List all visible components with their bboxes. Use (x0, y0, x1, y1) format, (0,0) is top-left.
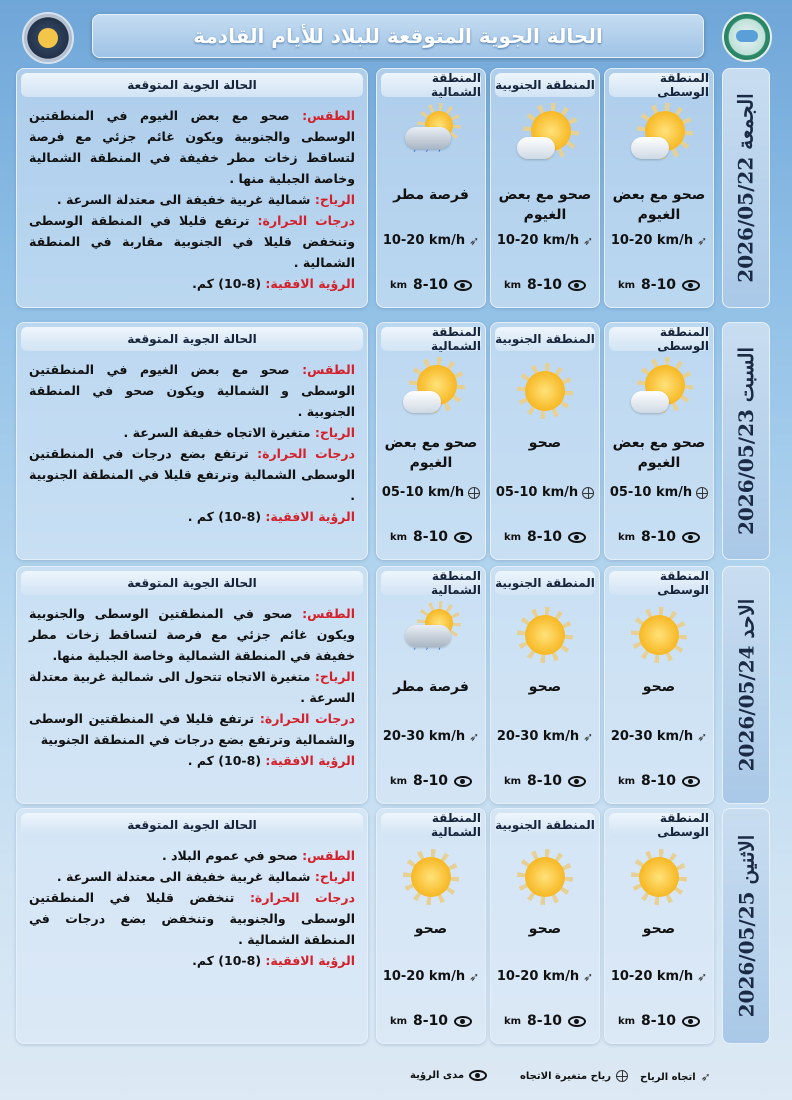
visibility-label: الرؤية الافقية: (265, 509, 355, 524)
visibility-value: 8-10 (413, 529, 449, 545)
region-name: المنطقة الشمالية (381, 73, 481, 97)
region-card-north (376, 322, 486, 560)
day-date: السبت 2026/05/23 (734, 346, 759, 536)
eye-icon (568, 1016, 586, 1027)
weather-label: الطقس: (302, 606, 355, 621)
eye-icon (454, 280, 472, 291)
weather-label: الطقس: (302, 362, 355, 377)
wind-text: متغيرة الاتجاه خفيفة السرعة . (123, 425, 311, 440)
region-card-middle (604, 68, 714, 308)
visibility-value: 8-10 (641, 773, 677, 789)
visibility-range (377, 277, 485, 293)
eye-icon (682, 532, 700, 543)
visibility-range (605, 773, 713, 789)
wind-line (29, 666, 355, 708)
temp-label: درجات الحرارة: (257, 213, 355, 228)
day-date-bar (722, 68, 770, 308)
wind-label: الرياح: (314, 669, 355, 684)
forecast-card-title: الحالة الجوية المتوقعة (21, 571, 363, 595)
visibility-range (605, 1013, 713, 1029)
temp-label: درجات الحرارة: (249, 890, 355, 905)
visibility-unit: km (503, 1015, 522, 1027)
visibility-line (29, 273, 355, 294)
weather-line (29, 845, 355, 866)
visibility-unit: km (503, 531, 522, 543)
variable-wind-icon (696, 487, 708, 499)
forecast-description-card (16, 68, 368, 308)
eye-icon (682, 1016, 700, 1027)
region-name: المنطقة الوسطى (609, 73, 709, 97)
sun-icon (399, 849, 463, 905)
temp-text: ترتفع قليلا في المنطقتين الوسطى والشمالية وترتفع بضع درجات في المنطقة الجنوبية (29, 711, 355, 747)
region-card-middle (604, 808, 714, 1044)
weather-text: صحو مع بعض الغيوم في المنطقتين الوسطى والجنوبية ويكون غائم جزئي مع فرصة لتساقط زخات مطر خفيفة في المنطقة الشمالية وخاصة الجبلية منها . (29, 108, 355, 186)
wind-value: 10-20 km/h (496, 969, 580, 984)
meteorology-logo (22, 12, 74, 64)
temp-text: ترتفع قليلا في المنطقة الوسطى وتنخفض قليلا في الجنوبية مقاربة في المنطقة الشمالية . (29, 213, 355, 270)
region-name: المنطقة الجنوبية (495, 327, 595, 351)
wind-direction-arrow-icon: ➶ (583, 969, 594, 984)
wind-speed (605, 969, 713, 984)
weather-text: صحو في عموم البلاد . (161, 848, 298, 863)
forecast-card-title: الحالة الجوية المتوقعة (21, 327, 363, 351)
variable-wind-icon (582, 487, 594, 499)
eye-icon (454, 532, 472, 543)
forecast-text (29, 105, 355, 294)
temp-line (29, 887, 355, 950)
wind-value: 10-20 km/h (610, 969, 694, 984)
sun-cloud-icon (627, 109, 691, 165)
weather-line (29, 603, 355, 666)
forecast-text (29, 359, 355, 527)
visibility-unit: km (617, 1015, 636, 1027)
visibility-text: (8-10) كم . (187, 753, 262, 768)
wind-speed (491, 729, 599, 744)
weather-text: صحو مع بعض الغيوم في المنطقتين الوسطى و الشمالية ويكون صحو في المنطقة الجنوبية . (29, 362, 355, 419)
wind-direction-arrow-icon: ➶ (697, 969, 708, 984)
condition-text: صحو (528, 435, 562, 451)
region-name: المنطقة الشمالية (381, 327, 481, 351)
region-card-south (490, 808, 600, 1044)
weather-text: صحو في المنطقتين الوسطى والجنوبية ويكون غائم جزئي مع فرصة لتساقط زخات مطر خفيفة في المنطقة الشمالية وخاصة الجبلية منها. (29, 606, 355, 663)
forecast-description-card (16, 566, 368, 804)
temp-line (29, 443, 355, 506)
page-title-bar (92, 14, 704, 58)
sun-icon (513, 849, 577, 905)
forecast-description-card (16, 808, 368, 1044)
forecast-card-title: الحالة الجوية المتوقعة (21, 73, 363, 97)
region-name: المنطقة الشمالية (381, 813, 481, 837)
visibility-value: 8-10 (527, 1013, 563, 1029)
wind-line (29, 189, 355, 210)
sun-cloud-icon (513, 109, 577, 165)
region-name: المنطقة الوسطى (609, 327, 709, 351)
visibility-unit: km (389, 531, 408, 543)
visibility-line (29, 950, 355, 971)
forecast-description-card (16, 322, 368, 560)
visibility-value: 8-10 (641, 277, 677, 293)
eye-icon (568, 280, 586, 291)
temp-text: تنخفض قليلا في المنطقتين الوسطى والجنوبية وتنخفض بضع درجات في المنطقة الشمالية . (29, 890, 355, 947)
wind-label: الرياح: (314, 192, 355, 207)
wind-direction-arrow-icon: ➶ (700, 1070, 711, 1084)
condition-text: فرصة مطر (393, 679, 469, 695)
condition-text: صحو (528, 921, 562, 937)
condition-text: صحو (642, 679, 676, 695)
eye-icon (469, 1070, 487, 1081)
temp-text: ترتفع بضع درجات في المنطقتين الوسطى الشمالية وترتفع قليلا في المنطقة الجنوبية . (29, 446, 355, 503)
variable-wind-icon (468, 487, 480, 499)
visibility-range (377, 773, 485, 789)
visibility-value: 8-10 (413, 277, 449, 293)
condition-text: صحو مع بعض الغيوم (612, 435, 706, 471)
visibility-value: 8-10 (527, 773, 563, 789)
region-card-middle (604, 322, 714, 560)
day-date-bar (722, 808, 770, 1044)
visibility-line (29, 506, 355, 527)
region-card-north (376, 808, 486, 1044)
wind-speed (377, 233, 485, 248)
visibility-unit: km (389, 1015, 408, 1027)
wind-speed (491, 485, 599, 500)
visibility-line (29, 750, 355, 771)
wind-speed (491, 233, 599, 248)
forecast-card-title: الحالة الجوية المتوقعة (21, 813, 363, 837)
wind-line (29, 422, 355, 443)
rain-cloud-icon: ʼ ʼ ʼ (399, 607, 463, 663)
visibility-text: (8-10) كم . (187, 509, 262, 524)
wind-text: شمالية غربية خفيفة الى معتدلة السرعة . (56, 869, 311, 884)
region-name: المنطقة الوسطى (609, 813, 709, 837)
visibility-unit: km (389, 279, 408, 291)
wind-direction-arrow-icon: ➶ (469, 729, 480, 744)
visibility-value: 8-10 (527, 529, 563, 545)
condition-text: صحو مع بعض الغيوم (498, 187, 592, 223)
wind-value: 05-10 km/h (609, 485, 693, 500)
day-date: الاحد 2026/05/24 (734, 598, 759, 772)
temp-line (29, 708, 355, 750)
visibility-label: الرؤية الافقية: (265, 276, 355, 291)
wind-value: 10-20 km/h (382, 233, 466, 248)
wind-value: 20-30 km/h (610, 729, 694, 744)
visibility-unit: km (617, 531, 636, 543)
wind-direction-arrow-icon: ➶ (697, 729, 708, 744)
wind-direction-arrow-icon: ➶ (697, 233, 708, 248)
wind-text: شمالية غربية خفيفة الى معتدلة السرعة . (56, 192, 311, 207)
condition-text: صحو (528, 679, 562, 695)
sun-emblem-icon (38, 28, 58, 48)
wind-line (29, 866, 355, 887)
forecast-text (29, 603, 355, 771)
condition-text: صحو مع بعض الغيوم (612, 187, 706, 223)
visibility-label: الرؤية الافقية: (265, 753, 355, 768)
cloud-emblem-icon (736, 30, 758, 42)
weather-label: الطقس: (302, 108, 355, 123)
day-date-bar (722, 322, 770, 560)
eye-icon (568, 532, 586, 543)
wind-speed (377, 485, 485, 500)
wind-direction-arrow-icon: ➶ (583, 233, 594, 248)
wind-speed (605, 233, 713, 248)
visibility-range (377, 1013, 485, 1029)
condition-text: صحو مع بعض الغيوم (384, 435, 478, 471)
region-name: المنطقة الجنوبية (495, 571, 595, 595)
wind-value: 10-20 km/h (496, 233, 580, 248)
eye-icon (682, 776, 700, 787)
region-card-north (376, 566, 486, 804)
visibility-range (605, 277, 713, 293)
wind-value: 10-20 km/h (610, 233, 694, 248)
region-name: المنطقة الوسطى (609, 571, 709, 595)
weather-line (29, 105, 355, 189)
sun-cloud-icon (399, 363, 463, 419)
page-title: الحالة الجوية المتوقعة للبلاد للأيام القادمة (193, 24, 603, 48)
ministry-logo (722, 12, 772, 62)
eye-icon (454, 776, 472, 787)
condition-text: صحو (414, 921, 448, 937)
region-name: المنطقة الجنوبية (495, 73, 595, 97)
visibility-range (605, 529, 713, 545)
visibility-range (491, 1013, 599, 1029)
temp-label: درجات الحرارة: (257, 446, 355, 461)
wind-value: 10-20 km/h (382, 969, 466, 984)
wind-direction-arrow-icon: ➶ (469, 233, 480, 248)
visibility-unit: km (617, 775, 636, 787)
visibility-label: الرؤية الافقية: (265, 953, 355, 968)
wind-speed (605, 485, 713, 500)
temp-line (29, 210, 355, 273)
wind-value: 20-30 km/h (382, 729, 466, 744)
weather-line (29, 359, 355, 422)
wind-speed (491, 969, 599, 984)
visibility-unit: km (503, 775, 522, 787)
visibility-unit: km (617, 279, 636, 291)
wind-value: 05-10 km/h (495, 485, 579, 500)
legend-label: اتجاه الرياح (640, 1071, 696, 1083)
visibility-range (491, 277, 599, 293)
eye-icon (454, 1016, 472, 1027)
sun-icon (513, 607, 577, 663)
day-date: الجمعة 2026/05/22 (734, 93, 758, 283)
region-card-south (490, 566, 600, 804)
visibility-unit: km (503, 279, 522, 291)
sun-icon (627, 607, 691, 663)
wind-speed (605, 729, 713, 744)
legend-label: رياح متغيرة الاتجاه (520, 1070, 612, 1082)
region-card-south (490, 322, 600, 560)
wind-speed (377, 729, 485, 744)
forecast-text (29, 845, 355, 971)
sun-icon (513, 363, 577, 419)
visibility-value: 8-10 (527, 277, 563, 293)
visibility-text: (8-10) كم. (192, 276, 262, 291)
visibility-value: 8-10 (413, 1013, 449, 1029)
wind-direction-arrow-icon: ➶ (583, 729, 594, 744)
visibility-value: 8-10 (413, 773, 449, 789)
legend-variable-wind (520, 1070, 628, 1082)
region-name: المنطقة الجنوبية (495, 813, 595, 837)
visibility-range (377, 529, 485, 545)
condition-text: صحو (642, 921, 676, 937)
wind-label: الرياح: (314, 869, 355, 884)
sun-cloud-icon (627, 363, 691, 419)
wind-value: 20-30 km/h (496, 729, 580, 744)
rain-cloud-icon: ʼ ʼ ʼ (399, 109, 463, 165)
legend-label: مدى الرؤية (410, 1070, 465, 1081)
weather-label: الطقس: (302, 848, 355, 863)
day-date-bar (722, 566, 770, 804)
wind-label: الرياح: (314, 425, 355, 440)
sun-icon (627, 849, 691, 905)
visibility-range (491, 773, 599, 789)
wind-direction-arrow-icon: ➶ (469, 969, 480, 984)
wind-value: 05-10 km/h (381, 485, 465, 500)
visibility-range (491, 529, 599, 545)
legend-visibility (410, 1070, 487, 1081)
eye-icon (682, 280, 700, 291)
condition-text: فرصة مطر (393, 187, 469, 203)
visibility-text: (8-10) كم. (192, 953, 262, 968)
variable-wind-icon (616, 1070, 628, 1082)
region-name: المنطقة الشمالية (381, 571, 481, 595)
visibility-value: 8-10 (641, 1013, 677, 1029)
eye-icon (568, 776, 586, 787)
wind-text: متغيرة الاتجاه تتحول الى شمالية غربية معتدلة السرعة . (29, 669, 355, 705)
day-date: الاثنين 2026/05/25 (734, 834, 759, 1018)
wind-speed (377, 969, 485, 984)
region-card-middle (604, 566, 714, 804)
temp-label: درجات الحرارة: (259, 711, 355, 726)
visibility-unit: km (389, 775, 408, 787)
region-card-north (376, 68, 486, 308)
visibility-value: 8-10 (641, 529, 677, 545)
legend-wind-direction (640, 1070, 711, 1084)
region-card-south (490, 68, 600, 308)
